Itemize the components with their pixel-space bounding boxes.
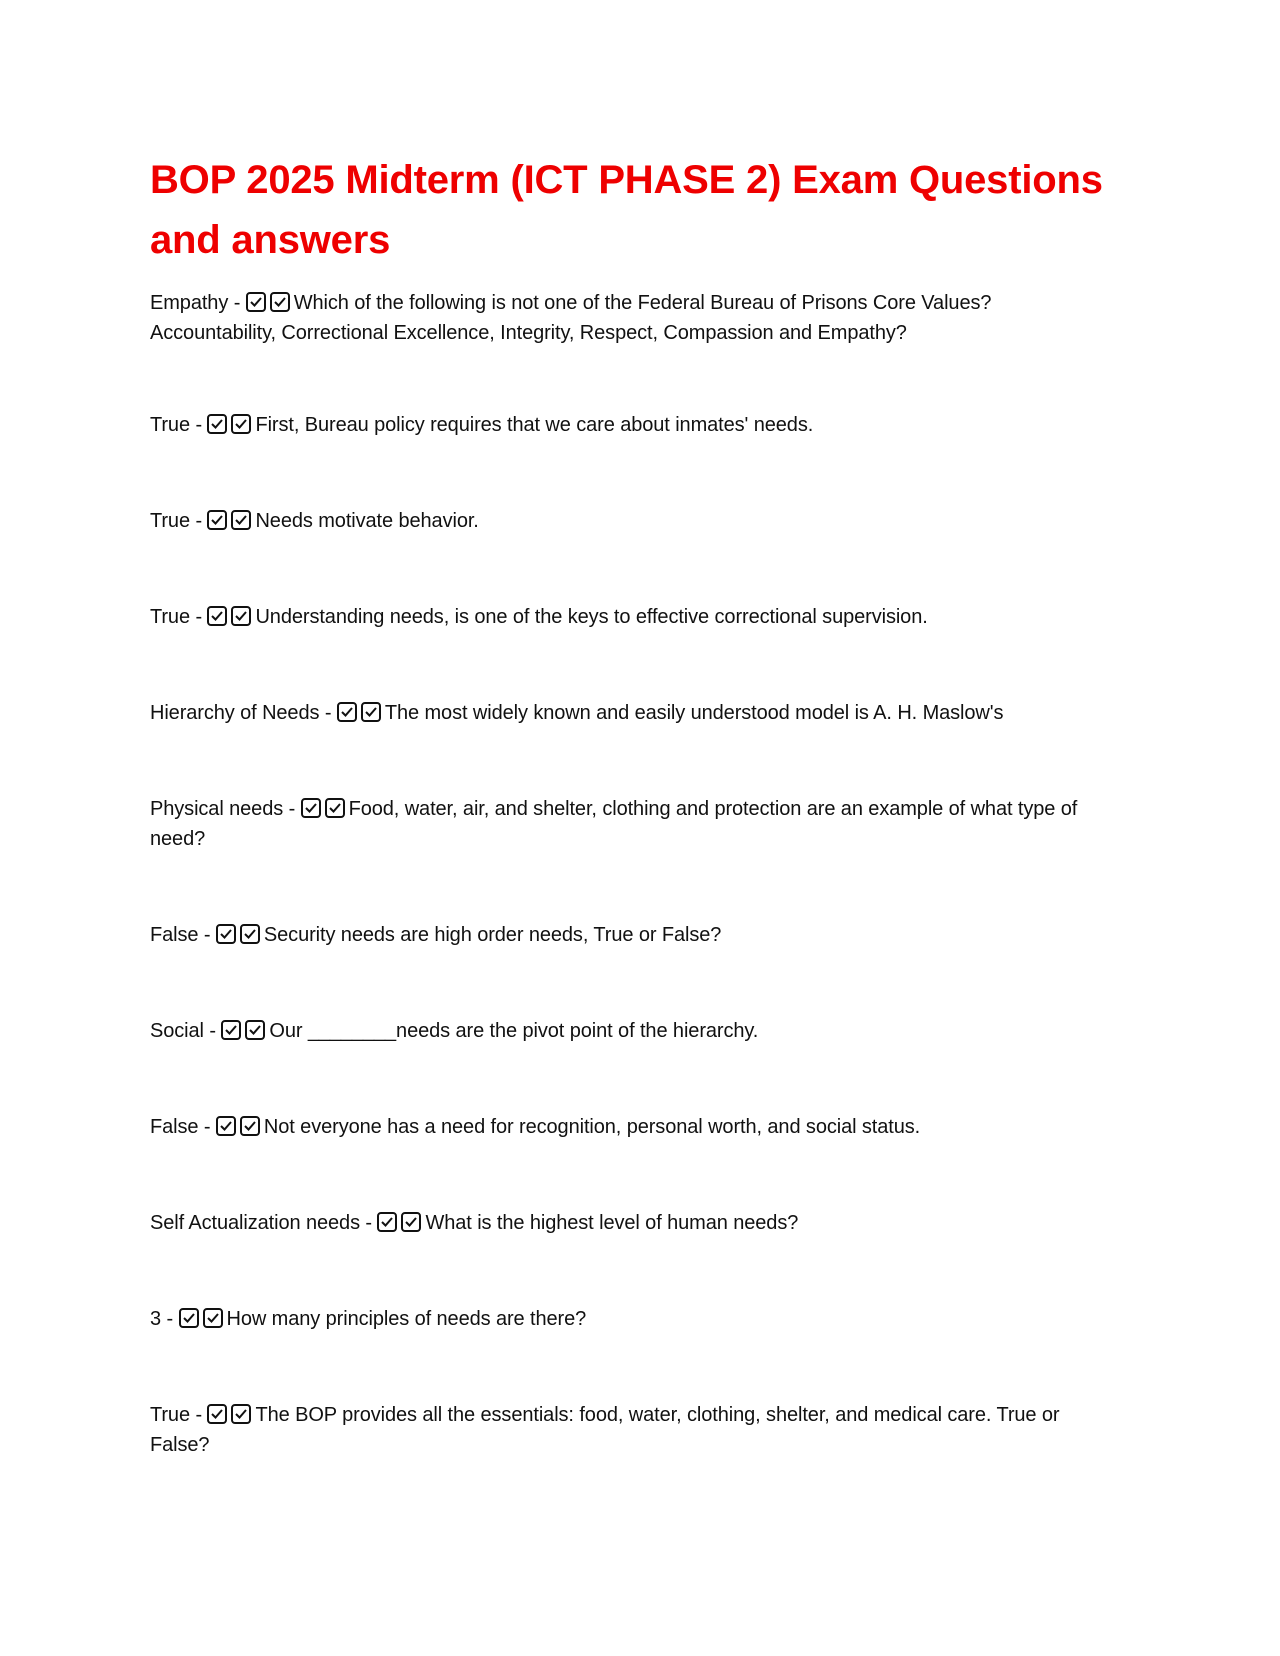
- checkmarks: [377, 1208, 425, 1238]
- question-text: Food, water, air, and shelter, clothing and protection are an example of what type of need?: [150, 798, 1078, 850]
- question-text: First, Bureau policy requires that we care about inmates' needs.: [255, 414, 814, 436]
- checked-box-icon: [207, 606, 227, 626]
- checkmarks: [337, 698, 385, 728]
- checkmarks: [216, 1112, 264, 1142]
- question-text: Our ________needs are the pivot point of the hierarchy.: [269, 1020, 759, 1042]
- checkmarks: [207, 506, 255, 536]
- question-text: The BOP provides all the essentials: food, water, clothing, shelter, and medical care. True or False?: [150, 1404, 1060, 1456]
- qa-item: [150, 1304, 1120, 1334]
- checked-box-icon: [240, 1116, 260, 1136]
- answer-text: True: [150, 1404, 190, 1426]
- checked-box-icon: [240, 924, 260, 944]
- checked-box-icon: [401, 1212, 421, 1232]
- checked-box-icon: [325, 798, 345, 818]
- checked-box-icon: [246, 292, 266, 312]
- document-title: BOP 2025 Midterm (ICT PHASE 2) Exam Questions and answers: [150, 158, 1103, 262]
- separator: -: [189, 510, 208, 532]
- checked-box-icon: [245, 1020, 265, 1040]
- separator: -: [319, 702, 337, 724]
- checked-box-icon: [231, 414, 251, 434]
- question-text: Understanding needs, is one of the keys to effective correctional supervision.: [255, 606, 928, 628]
- answer-text: False: [150, 924, 199, 946]
- separator: -: [203, 1020, 222, 1042]
- qa-item: [150, 698, 1120, 728]
- checked-box-icon: [377, 1212, 397, 1232]
- document-page: [150, 150, 1120, 1526]
- checkmarks: [301, 794, 349, 824]
- answer-text: Empathy: [150, 292, 229, 314]
- checked-box-icon: [231, 606, 251, 626]
- separator: -: [198, 924, 216, 946]
- checked-box-icon: [231, 510, 251, 530]
- separator: -: [359, 1212, 378, 1234]
- checked-box-icon: [216, 1116, 236, 1136]
- separator: -: [189, 1404, 208, 1426]
- checkmarks: [179, 1304, 227, 1334]
- checkmarks: [216, 920, 264, 950]
- question-text: Not everyone has a need for recognition, personal worth, and social status.: [263, 1116, 921, 1138]
- qa-item: [150, 920, 1120, 950]
- checkmarks: [246, 288, 294, 318]
- checked-box-icon: [361, 702, 381, 722]
- checked-box-icon: [203, 1308, 223, 1328]
- qa-item: [150, 1208, 1120, 1238]
- answer-text: Self Actualization needs: [150, 1212, 360, 1234]
- separator: -: [228, 292, 246, 314]
- separator: -: [189, 414, 208, 436]
- qa-list: [150, 288, 1120, 1460]
- qa-item: [150, 1016, 1120, 1046]
- checkmarks: [207, 602, 255, 632]
- checked-box-icon: [207, 414, 227, 434]
- answer-text: True: [150, 606, 190, 628]
- qa-item: [150, 602, 1120, 632]
- question-text: Security needs are high order needs, True or False?: [263, 924, 722, 946]
- checkmarks: [207, 410, 255, 440]
- checked-box-icon: [270, 292, 290, 312]
- answer-text: False: [150, 1116, 199, 1138]
- question-text: How many principles of needs are there?: [226, 1308, 587, 1330]
- checkmarks: [207, 1400, 255, 1430]
- separator: -: [161, 1308, 179, 1330]
- answer-text: True: [150, 414, 190, 436]
- question-text: Which of the following is not one of the Federal Bureau of Prisons Core Values? Accountability, Correctional Excellence, Integrity, Respect, Compassion and Empathy?: [150, 292, 992, 344]
- qa-item: [150, 506, 1120, 536]
- checked-box-icon: [207, 510, 227, 530]
- checked-box-icon: [207, 1404, 227, 1424]
- checked-box-icon: [179, 1308, 199, 1328]
- checked-box-icon: [301, 798, 321, 818]
- answer-text: Hierarchy of Needs: [150, 702, 320, 724]
- answer-text: Physical needs: [150, 798, 284, 820]
- qa-item: [150, 1112, 1120, 1142]
- question-text: Needs motivate behavior.: [255, 510, 479, 532]
- answer-text: Social: [150, 1020, 204, 1042]
- qa-item: [150, 288, 1120, 348]
- question-text: The most widely known and easily understood model is A. H. Maslow's: [384, 702, 1004, 724]
- qa-item: [150, 410, 1120, 440]
- separator: -: [189, 606, 208, 628]
- checked-box-icon: [216, 924, 236, 944]
- answer-text: True: [150, 510, 190, 532]
- question-text: What is the highest level of human needs?: [425, 1212, 799, 1234]
- answer-text: 3: [150, 1308, 162, 1330]
- checked-box-icon: [337, 702, 357, 722]
- separator: -: [283, 798, 301, 820]
- qa-item: [150, 1400, 1120, 1460]
- qa-item: [150, 794, 1120, 854]
- checked-box-icon: [221, 1020, 241, 1040]
- separator: -: [198, 1116, 216, 1138]
- checked-box-icon: [231, 1404, 251, 1424]
- checkmarks: [221, 1016, 269, 1046]
